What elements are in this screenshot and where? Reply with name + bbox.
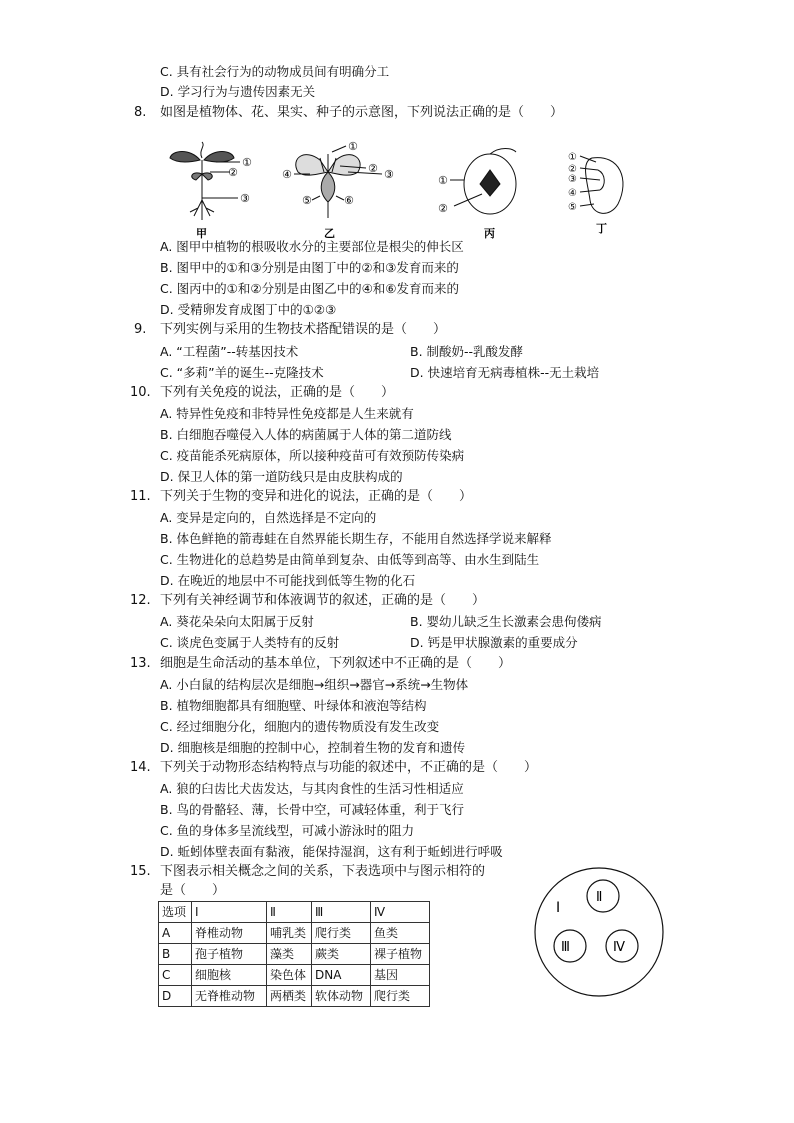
label-4: ④ [568,188,577,199]
q14-stem: 下列关于动物形态结构特点与功能的叙述中，不正确的是（ ） [160,760,538,775]
q15-number: 15. [130,864,151,879]
circle-label-2: Ⅱ [596,890,603,905]
table-cell: 鱼类 [371,923,430,944]
q14-option-a: A. 狼的臼齿比犬齿发达，与其肉食性的生活习性相适应 [160,781,464,796]
q15-stem-cont: 是（ ） [160,883,226,898]
label-3: ③ [240,192,250,205]
q8-option-c: C. 图丙中的①和②分别是由图乙中的④和⑥发育而来的 [160,281,459,296]
label-2: ② [228,166,238,179]
table-cell: 爬行类 [312,923,371,944]
table-cell: 染色体 [267,965,312,986]
circle-label-1: Ⅰ [556,900,561,916]
q13-option-c: C. 经过细胞分化，细胞内的遗传物质没有发生改变 [160,719,440,734]
table-cell: B [159,944,192,965]
table-cell: A [159,923,192,944]
table-row [159,986,430,1007]
label-2: ② [368,162,378,175]
table-row [159,923,430,944]
q9-stem: 下列实例与采用的生物技术搭配错误的是（ ） [160,322,447,337]
q15-diagram [530,862,670,1002]
q11-option-c: C. 生物进化的总趋势是由简单到复杂、由低等到高等、由水生到陆生 [160,552,540,567]
table-cell: C [159,965,192,986]
q8-figure [160,140,630,240]
circle-inner-2 [587,880,619,912]
table-cell: 细胞核 [192,965,267,986]
table-cell: 两栖类 [267,986,312,1007]
q11-stem: 下列关于生物的变异和进化的说法，正确的是（ ） [160,489,473,504]
table-cell: D [159,986,192,1007]
table-cell: 藻类 [267,944,312,965]
q10-option-d: D. 保卫人体的第一道防线只是由皮肤构成的 [160,469,403,484]
seed-figure [580,156,623,213]
label-2: ② [438,202,448,215]
q8-number: 8. [134,105,147,120]
q15-table [158,901,430,1007]
label-5: ⑤ [302,194,312,207]
q13-option-a: A. 小白鼠的结构层次是细胞→组织→器官→系统→生物体 [160,677,469,692]
table-cell: DNA [312,965,371,986]
table-cell: 爬行类 [371,986,430,1007]
q11-number: 11. [130,489,151,504]
label-4: ④ [282,168,292,181]
q10-option-c: C. 疫苗能杀死病原体，所以接种疫苗可有效预防传染病 [160,448,465,463]
label-1: ① [438,174,448,187]
q8-stem: 如图是植物体、花、果实、种子的示意图，下列说法正确的是（ ） [160,105,564,120]
table-row [159,944,430,965]
q13-option-b: B. 植物细胞都具有细胞壁、叶绿体和液泡等结构 [160,698,427,713]
q14-option-d: D. 蚯蚓体壁表面有黏液，能保持湿润，这有利于蚯蚓进行呼吸 [160,844,503,859]
label-1: ① [568,152,577,163]
fig-yi: 乙 [324,227,335,240]
label-3: ③ [384,168,394,181]
fig-ding: 丁 [596,222,607,235]
label-1: ① [348,140,358,153]
q7-option-c: C. 具有社会行为的动物成员间有明确分工 [160,64,390,79]
q12-stem: 下列有关神经调节和体液调节的叙述，正确的是（ ） [160,593,486,608]
table-cell: 裸子植物 [371,944,430,965]
q11-option-b: B. 体色鲜艳的箭毒蛙在自然界能长期生存，不能用自然选择学说来解释 [160,531,552,546]
q12-option-d: D. 钙是甲状腺激素的重要成分 [410,635,578,650]
label-5: ⑤ [568,202,577,213]
q14-option-c: C. 鱼的身体多呈流线型，可减小游泳时的阻力 [160,823,415,838]
label-3: ③ [568,174,577,185]
circle-inner-3 [554,930,586,962]
label-6: ⑥ [344,194,354,207]
q14-option-b: B. 鸟的骨骼轻、薄，长骨中空，可减轻体重，利于飞行 [160,802,465,817]
flower-figure [294,146,382,218]
table-row [159,965,430,986]
label-2: ② [568,164,577,175]
q10-option-a: A. 特异性免疫和非特异性免疫都是人生来就有 [160,406,414,421]
q8-option-d: D. 受精卵发育成图丁中的①②③ [160,302,337,317]
fruit-figure [450,149,516,215]
table-cell: 无脊椎动物 [192,986,267,1007]
table-cell: Ⅳ [371,902,430,923]
q13-stem: 细胞是生命活动的基本单位，下列叙述中不正确的是（ ） [160,656,512,671]
q9-option-c: C. “多莉”羊的诞生--克隆技术 [160,365,324,380]
q15-stem: 下图表示相关概念之间的关系，下表选项中与图示相符的 [160,864,486,879]
fig-jia: 甲 [196,227,207,240]
q11-option-a: A. 变异是定向的，自然选择是不定向的 [160,510,377,525]
q12-option-c: C. 谈虎色变属于人类特有的反射 [160,635,340,650]
q14-number: 14. [130,760,151,775]
q9-number: 9. [134,322,147,337]
q10-stem: 下列有关免疫的说法，正确的是（ ） [160,385,395,400]
q11-option-d: D. 在晚近的地层中不可能找到低等生物的化石 [160,573,416,588]
q12-option-b: B. 婴幼儿缺乏生长激素会患佝偻病 [410,614,602,629]
q12-option-a: A. 葵花朵朵向太阳属于反射 [160,614,314,629]
q13-option-d: D. 细胞核是细胞的控制中心，控制着生物的发育和遗传 [160,740,466,755]
table-cell: Ⅲ [312,902,371,923]
table-header-row [159,902,430,923]
table-cell: 基因 [371,965,430,986]
circle-label-3: Ⅲ [561,940,570,955]
q10-option-b: B. 白细胞吞噬侵入人体的病菌属于人体的第二道防线 [160,427,452,442]
table-cell: 孢子植物 [192,944,267,965]
circle-label-4: Ⅳ [613,940,625,955]
table-cell: 脊椎动物 [192,923,267,944]
table-cell: 软体动物 [312,986,371,1007]
circle-outer [535,868,663,996]
plant-figure [170,142,240,220]
q9-option-a: A. “工程菌”--转基因技术 [160,344,299,359]
q9-option-d: D. 快速培育无病毒植株--无土栽培 [410,365,600,380]
table-cell: Ⅰ [192,902,267,923]
q13-number: 13. [130,656,151,671]
q7-option-d: D. 学习行为与遗传因素无关 [160,84,316,99]
table-cell: 蕨类 [312,944,371,965]
q8-option-a: A. 图甲中植物的根吸收水分的主要部位是根尖的伸长区 [160,239,464,254]
table-cell: Ⅱ [267,902,312,923]
table-cell: 哺乳类 [267,923,312,944]
table-cell: 选项 [159,902,192,923]
q10-number: 10. [130,385,151,400]
q12-number: 12. [130,593,151,608]
fig-bing: 丙 [484,227,495,240]
q9-option-b: B. 制酸奶--乳酸发酵 [410,344,524,359]
q8-option-b: B. 图甲中的①和③分别是由图丁中的②和③发育而来的 [160,260,459,275]
label-1: ① [242,156,252,169]
